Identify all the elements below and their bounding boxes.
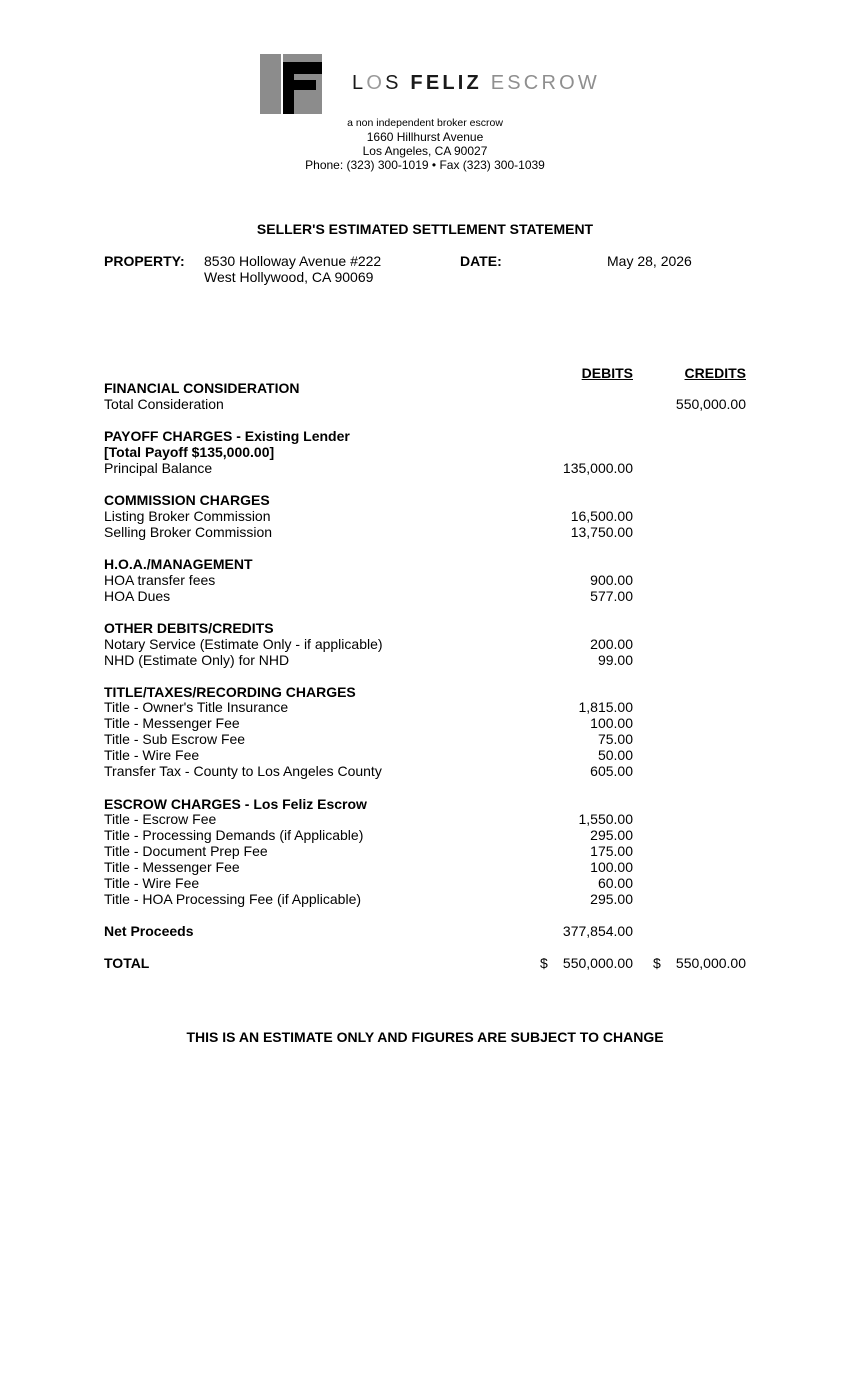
line-item-debit: 295.00 (590, 891, 633, 907)
line-item-credit: 550,000.00 (675, 396, 746, 412)
line-item-label: Selling Broker Commission (104, 524, 273, 540)
line-item-debit: 577.00 (590, 588, 633, 604)
section-title-escrow-charges: ESCROW CHARGES - Los Feliz Escrow (104, 796, 367, 812)
line-item-debit: 60.00 (597, 875, 633, 891)
line-item-label: Title - Document Prep Fee (104, 843, 268, 859)
estimate-disclaimer: THIS IS AN ESTIMATE ONLY AND FIGURES ARE SUBJECT TO CHANGE (186, 1029, 664, 1045)
line-item-label: Transfer Tax - County to Los Angeles County (104, 763, 382, 779)
property-address-line1: 8530 Holloway Avenue #222 (204, 253, 382, 269)
net-proceeds-debit: 377,854.00 (562, 923, 633, 939)
line-item-debit: 100.00 (590, 715, 633, 731)
line-item-label: Principal Balance (104, 460, 213, 476)
line-item-debit: 13,750.00 (570, 524, 633, 540)
line-item-debit: 135,000.00 (562, 460, 633, 476)
line-item-debit: 175.00 (590, 843, 633, 859)
total-debit-currency: $ (540, 955, 548, 971)
line-item-label: Title - HOA Processing Fee (if Applicable) (104, 891, 362, 907)
line-item-label: Title - Messenger Fee (104, 715, 240, 731)
section-title-other-debits-credits: OTHER DEBITS/CREDITS (104, 620, 274, 636)
company-name: LOS FELIZ ESCROW (352, 72, 600, 94)
line-item-label: Listing Broker Commission (104, 508, 271, 524)
line-item-label: Title - Owner's Title Insurance (104, 699, 289, 715)
company-logo (260, 54, 324, 114)
credits-column-header: CREDITS (684, 365, 746, 381)
line-item-label: Notary Service (Estimate Only - if applicable) (104, 636, 383, 652)
line-item-label: Total Consideration (104, 396, 224, 412)
section-title-payoff-charges: PAYOFF CHARGES - Existing Lender (104, 428, 350, 444)
line-item-label: HOA Dues (104, 588, 171, 604)
line-item-label: Title - Wire Fee (104, 747, 200, 763)
net-proceeds-label: Net Proceeds (104, 923, 194, 939)
company-address-line1: 1660 Hillhurst Avenue (366, 130, 484, 144)
company-tagline: a non independent broker escrow (347, 117, 503, 129)
company-phone-fax: Phone: (323) 300-1019 • Fax (323) 300-1039 (305, 158, 545, 172)
line-item-label: Title - Sub Escrow Fee (104, 731, 246, 747)
line-item-label: Title - Escrow Fee (104, 811, 217, 827)
section-title-financial-consideration: FINANCIAL CONSIDERATION (104, 380, 300, 396)
line-item-debit: 16,500.00 (570, 508, 633, 524)
line-item-debit: 900.00 (590, 572, 633, 588)
line-item-debit: 605.00 (590, 763, 633, 779)
line-item-label: Title - Processing Demands (if Applicable) (104, 827, 364, 843)
total-credit: 550,000.00 (675, 955, 746, 971)
line-item-debit: 100.00 (590, 859, 633, 875)
line-item-debit: 75.00 (597, 731, 633, 747)
line-item-label: Title - Wire Fee (104, 875, 200, 891)
line-item-debit: 1,550.00 (578, 811, 633, 827)
property-address-line2: West Hollywood, CA 90069 (204, 269, 374, 285)
line-item-debit: 1,815.00 (578, 699, 633, 715)
total-credit-currency: $ (653, 955, 661, 971)
line-item-debit: 50.00 (597, 747, 633, 763)
line-item-debit: 200.00 (590, 636, 633, 652)
line-item-debit: 99.00 (597, 652, 633, 668)
section-title-title-taxes-recording: TITLE/TAXES/RECORDING CHARGES (104, 684, 356, 700)
date-label: DATE: (460, 253, 502, 269)
company-address-line2: Los Angeles, CA 90027 (362, 144, 488, 158)
total-label: TOTAL (104, 955, 150, 971)
property-label: PROPERTY: (104, 253, 185, 269)
section-title-commission-charges: COMMISSION CHARGES (104, 492, 270, 508)
line-item-debit: 295.00 (590, 827, 633, 843)
section-subtitle-total-payoff: [Total Payoff $135,000.00] (104, 444, 275, 460)
document-title: SELLER'S ESTIMATED SETTLEMENT STATEMENT (256, 221, 594, 237)
line-item-label: Title - Messenger Fee (104, 859, 240, 875)
debits-column-header: DEBITS (581, 365, 633, 381)
line-item-label: HOA transfer fees (104, 572, 216, 588)
line-item-label: NHD (Estimate Only) for NHD (104, 652, 290, 668)
total-debit: 550,000.00 (562, 955, 633, 971)
date-value: May 28, 2026 (607, 253, 692, 269)
section-title-hoa-management: H.O.A./MANAGEMENT (104, 556, 253, 572)
